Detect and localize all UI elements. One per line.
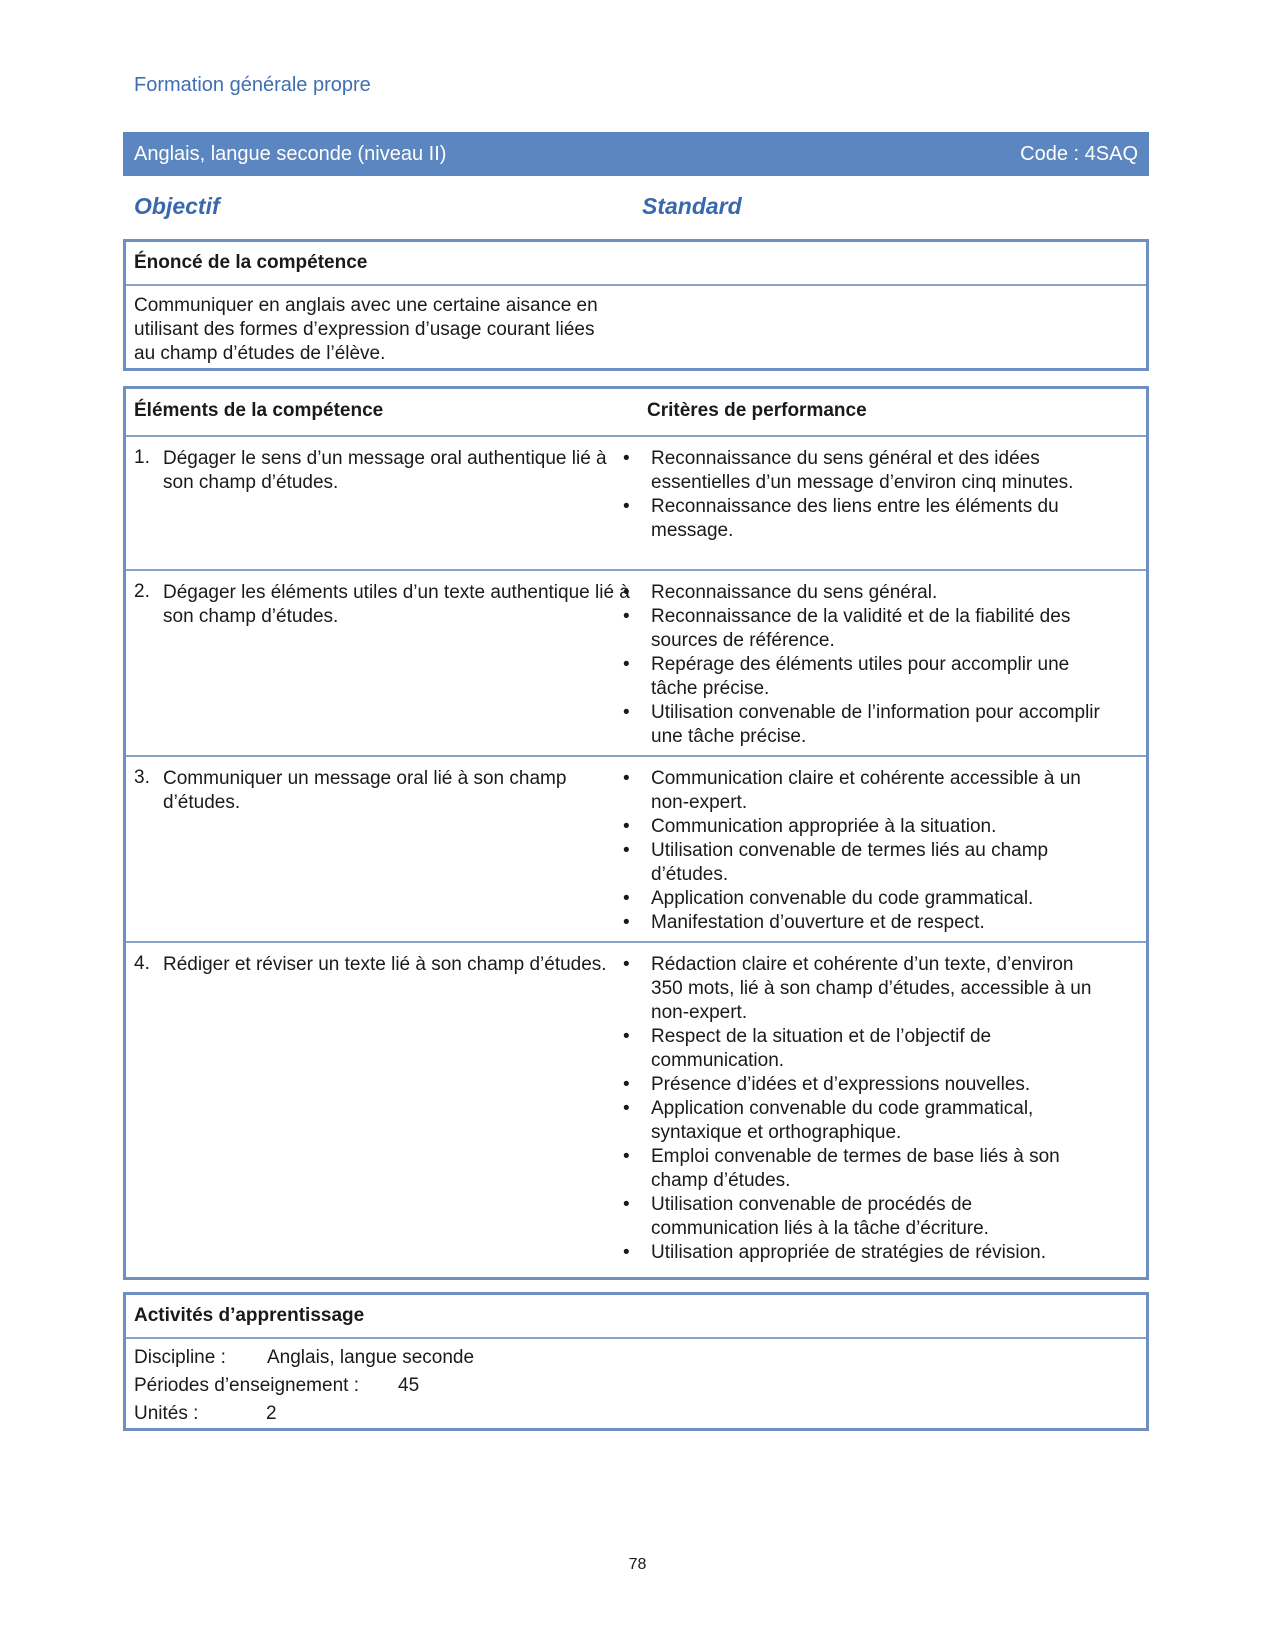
- element-text: Communiquer un message oral lié à son champ d’études.: [163, 768, 567, 813]
- course-title-bar: [123, 132, 1149, 176]
- enonce-box: [123, 239, 1149, 371]
- units-line: [134, 1403, 277, 1425]
- section-header: Formation générale propre: [134, 74, 371, 96]
- criterion-item: • Communication appropriée à la situation.: [623, 815, 1103, 839]
- criterion-item: • Application convenable du code grammatical.: [623, 887, 1103, 911]
- discipline-value: Anglais, langue seconde: [267, 1347, 475, 1368]
- criterion-item: • Utilisation appropriée de stratégies de révision.: [623, 1241, 1103, 1265]
- criterion-item: • Respect de la situation et de l’objectif de communication.: [623, 1025, 1103, 1073]
- element-number: 1.: [134, 447, 150, 468]
- element-number: 3.: [134, 767, 150, 788]
- criterion-item: • Rédaction claire et cohérente d’un texte, d’environ 350 mots, lié à son champ d’études, accessible à un non-expert.: [623, 953, 1103, 1025]
- criteria-list: [623, 447, 1103, 543]
- element-number: 2.: [134, 581, 150, 602]
- criteria-list: [623, 767, 1103, 935]
- criterion-item: • Application convenable du code grammatical, syntaxique et orthographique.: [623, 1097, 1103, 1145]
- units-label: Unités :: [134, 1403, 199, 1424]
- course-code: Code : 4SAQ: [1020, 143, 1138, 165]
- course-title: Anglais, langue seconde (niveau II): [134, 143, 447, 165]
- criterion-item: • Emploi convenable de termes de base liés à son champ d’études.: [623, 1145, 1103, 1193]
- criterion-item: • Utilisation convenable de l’information pour accomplir une tâche précise.: [623, 701, 1103, 749]
- criterion-item: • Reconnaissance du sens général.: [623, 581, 1103, 605]
- page-number: 78: [628, 1556, 647, 1573]
- element-row: [126, 757, 1146, 943]
- criterion-item: • Reconnaissance des liens entre les éléments du message.: [623, 495, 1103, 543]
- criterion-item: • Reconnaissance du sens général et des idées essentielles d’un message d’environ cinq minutes.: [623, 447, 1103, 495]
- elements-table: [123, 386, 1149, 1280]
- periods-label: Périodes d’enseignement :: [134, 1375, 359, 1396]
- criterion-item: • Utilisation convenable de termes liés au champ d’études.: [623, 839, 1103, 887]
- element-text: Dégager le sens d’un message oral authentique lié à son champ d’études.: [163, 448, 607, 493]
- standard-heading: Standard: [642, 193, 742, 219]
- criterion-item: • Utilisation convenable de procédés de communication liés à la tâche d’écriture.: [623, 1193, 1103, 1241]
- element-text: Rédiger et réviser un texte lié à son champ d’études.: [163, 954, 607, 975]
- elements-heading: Éléments de la compétence: [134, 400, 384, 421]
- elements-table-header: [126, 389, 1146, 437]
- activities-heading: Activités d’apprentissage: [126, 1295, 1146, 1339]
- criterion-item: • Reconnaissance de la validité et de la fiabilité des sources de référence.: [623, 605, 1103, 653]
- criterion-item: • Communication claire et cohérente accessible à un non-expert.: [623, 767, 1103, 815]
- periods-line: [134, 1375, 420, 1397]
- criterion-item: • Repérage des éléments utiles pour accomplir une tâche précise.: [623, 653, 1103, 701]
- criteria-list: [623, 581, 1103, 749]
- enonce-heading: Énoncé de la compétence: [126, 242, 1146, 286]
- element-number: 4.: [134, 953, 150, 974]
- periods-value: 45: [398, 1375, 420, 1396]
- element-row: [126, 571, 1146, 757]
- criterion-item: • Présence d’idées et d’expressions nouvelles.: [623, 1073, 1103, 1097]
- element-row: [126, 437, 1146, 571]
- enonce-text: Communiquer en anglais avec une certaine aisance en utilisant des formes d’expression d’usage courant liées au champ d’études de l’élève.: [134, 295, 598, 364]
- units-value: 2: [266, 1403, 277, 1424]
- element-row: [126, 943, 1146, 1273]
- criterion-item: • Manifestation d’ouverture et de respect.: [623, 911, 1103, 935]
- objectif-heading: Objectif: [134, 193, 220, 219]
- activities-box: [123, 1292, 1149, 1431]
- discipline-line: [134, 1347, 475, 1369]
- criteria-heading: Critères de performance: [647, 400, 867, 421]
- element-text: Dégager les éléments utiles d’un texte authentique lié à son champ d’études.: [163, 582, 630, 627]
- discipline-label: Discipline :: [134, 1347, 226, 1368]
- criteria-list: [623, 953, 1103, 1265]
